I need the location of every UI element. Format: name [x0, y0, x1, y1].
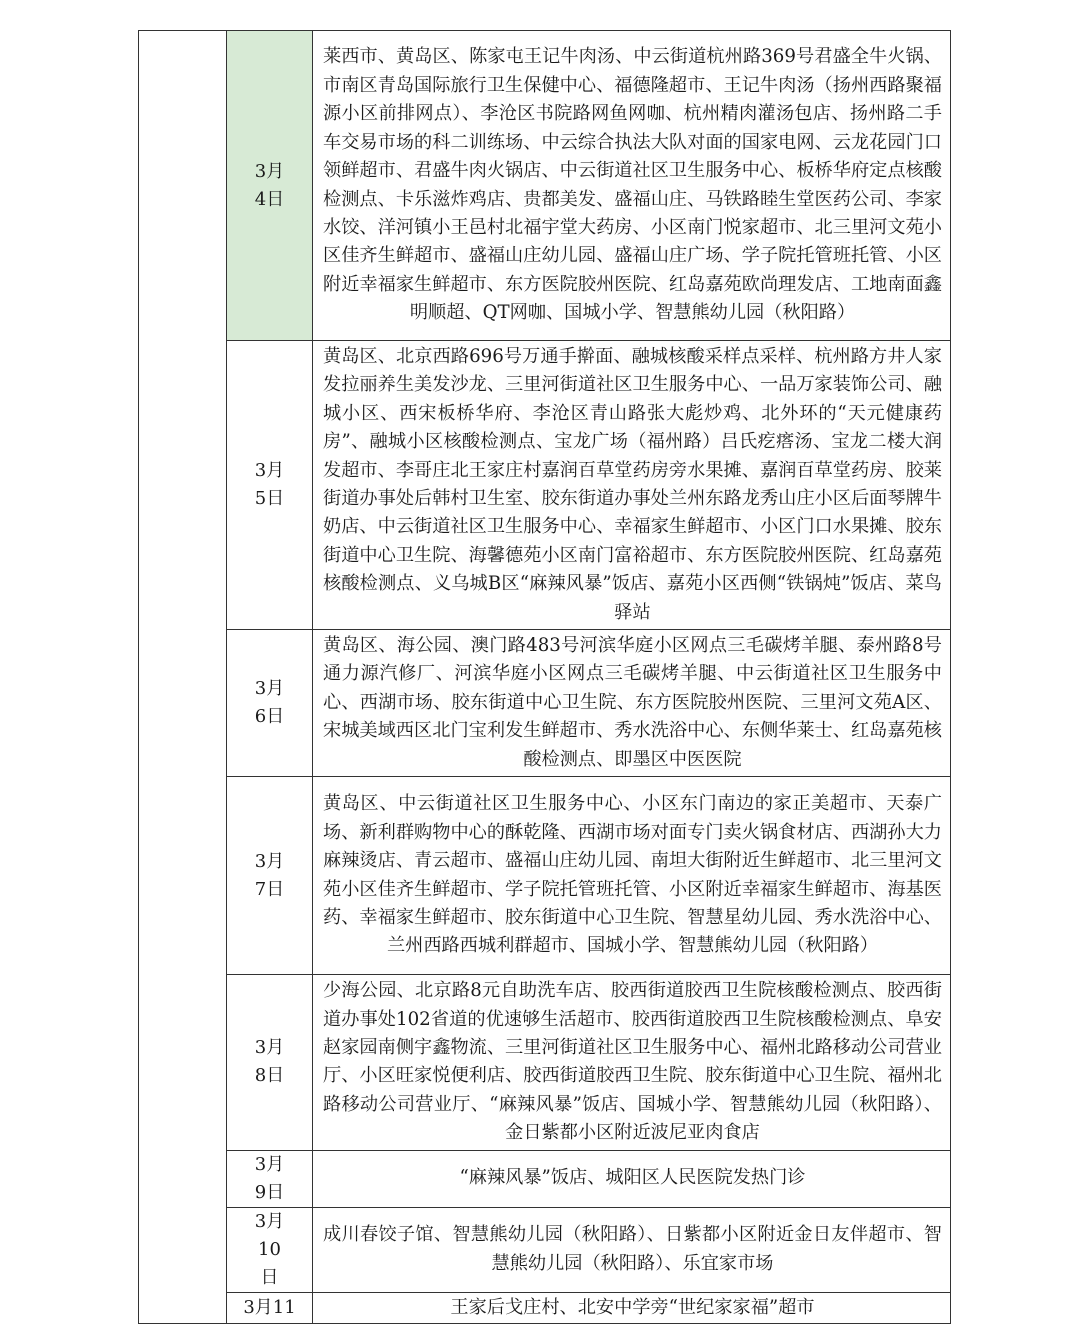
date-cell: 3月9日: [227, 1150, 313, 1207]
table-row: [139, 630, 951, 777]
date-cell: 3月8日: [227, 975, 313, 1150]
table-row: [139, 341, 951, 630]
locations-cell: 王家后戈庄村、北安中学旁“世纪家家福”超市: [313, 1292, 951, 1323]
locations-cell: 黄岛区、海公园、澳门路483号河滨华庭小区网点三毛碳烤羊腿、泰州路8号通力源汽修厂、河滨华庭小区网点三毛碳烤羊腿、中云街道社区卫生服务中心、西湖市场、胶东街道中心卫生院、东方医院胶州医院、三里河文苑A区、宋城美域西区北门宝利发生鲜超市、秀水洗浴中心、东侧华莱士、红岛嘉苑核酸检测点、即墨区中医医院: [313, 630, 951, 777]
table-row: [139, 1207, 951, 1292]
date-cell: 3月10日: [227, 1207, 313, 1292]
locations-cell: “麻辣风暴”饭店、城阳区人民医院发热门诊: [313, 1150, 951, 1207]
table-row: [139, 31, 951, 341]
locations-cell: 黄岛区、北京西路696号万通手擀面、融城核酸采样点采样、杭州路方井人家发拉丽养生美发沙龙、三里河街道社区卫生服务中心、一品万家装饰公司、融城小区、西宋板桥华府、李沧区青山路张大彪炒鸡、北外环的“天元健康药房”、融城小区核酸检测点、宝龙广场（福州路）吕氏疙瘩汤、宝龙二楼大润发超市、李哥庄北王家庄村嘉润百草堂药房旁水果摊、嘉润百草堂药房、胶莱街道办事处后韩村卫生室、胶东街道办事处兰州东路龙秀山庄小区后面琴牌牛奶店、中云街道社区卫生服务中心、幸福家生鲜超市、小区门口水果摊、胶东街道中心卫生院、海馨德苑小区南门富裕超市、东方医院胶州医院、红岛嘉苑核酸检测点、义乌城B区“麻辣风暴”饭店、嘉苑小区西侧“铁锅炖”饭店、菜鸟驿站: [313, 341, 951, 630]
locations-cell: 成川春饺子馆、智慧熊幼儿园（秋阳路）、日紫都小区附近金日友伴超市、智慧熊幼儿园（秋阳路）、乐宜家市场: [313, 1207, 951, 1292]
table-row: [139, 777, 951, 975]
locations-cell: 黄岛区、中云街道社区卫生服务中心、小区东门南边的家正美超市、天泰广场、新利群购物中心的酥乾隆、西湖市场对面专门卖火锅食材店、西湖孙大力麻辣烫店、青云超市、盛福山庄幼儿园、南坦大街附近生鲜超市、北三里河文苑小区佳齐生鲜超市、学子院托管班托管、小区附近幸福家生鲜超市、海基医药、幸福家生鲜超市、胶东街道中心卫生院、智慧星幼儿园、秀水洗浴中心、兰州西路西城利群超市、国城小学、智慧熊幼儿园（秋阳路）: [313, 777, 951, 975]
merged-blank-column: [139, 31, 227, 1324]
table-row: [139, 1150, 951, 1207]
date-cell: 3月6日: [227, 630, 313, 777]
date-cell: 3月5日: [227, 341, 313, 630]
date-cell: 3月7日: [227, 777, 313, 975]
date-cell: 3月11: [227, 1292, 313, 1323]
table-row: [139, 975, 951, 1150]
locations-cell: 莱西市、黄岛区、陈家屯王记牛肉汤、中云街道杭州路369号君盛全牛火锅、市南区青岛国际旅行卫生保健中心、福德隆超市、王记牛肉汤（扬州西路聚福源小区前排网点）、李沧区书院路网鱼网咖、杭州精肉灌汤包店、扬州路二手车交易市场的科二训练场、中云综合执法大队对面的国家电网、云龙花园门口领鲜超市、君盛牛肉火锅店、中云街道社区卫生服务中心、板桥华府定点核酸检测点、卡乐滋炸鸡店、贵都美发、盛福山庄、马铁路睦生堂医药公司、李家水饺、洋河镇小王邑村北福宇堂大药房、小区南门悦家超市、北三里河文苑小区佳齐生鲜超市、盛福山庄幼儿园、盛福山庄广场、学子院托管班托管、小区附近幸福家生鲜超市、东方医院胶州医院、红岛嘉苑欧尚理发店、工地南面鑫明顺超、QT网咖、国城小学、智慧熊幼儿园（秋阳路）: [313, 31, 951, 341]
date-cell: 3月4日: [227, 31, 313, 341]
close-contact-locations-table: [138, 30, 951, 1324]
locations-cell: 少海公园、北京路8元自助洗车店、胶西街道胶西卫生院核酸检测点、胶西街道办事处102省道的优速够生活超市、胶西街道胶西卫生院核酸检测点、阜安赵家园南侧宇鑫物流、三里河街道社区卫生服务中心、福州北路移动公司营业厅、小区旺家悦便利店、胶西街道胶西卫生院、胶东街道中心卫生院、福州北路移动公司营业厅、“麻辣风暴”饭店、国城小学、智慧熊幼儿园（秋阳路）、金日紫都小区附近波尼亚肉食店: [313, 975, 951, 1150]
table-row: [139, 1292, 951, 1323]
